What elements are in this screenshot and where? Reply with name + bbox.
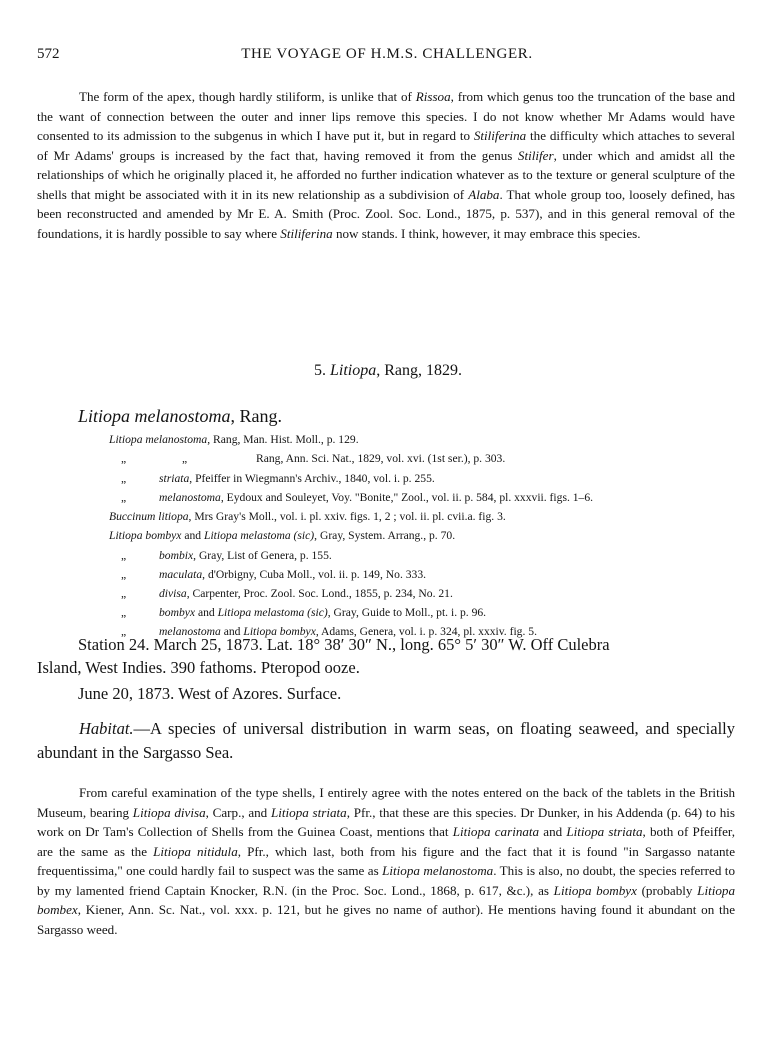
synonymy-line: Litiopa bombyx and Litiopa melastoma (sic), Gray, System. Arrang., p. 70. (109, 529, 456, 542)
page-number: 572 (37, 46, 60, 62)
synonymy-line: „ divisa, Carpenter, Proc. Zool. Soc. Lond., 1855, p. 234, No. 21. (121, 587, 453, 600)
paragraph-type-shells: From careful examination of the type shells, I entirely agree with the notes entered on the back of the tablets in the British Museum, bearing Litiopa divisa, Carp., and Litiopa striata, Pfr., that these are this species. Dr Dunker, in his Addenda (p. 64) to his work on Dr Tam's Collection of Shells from the Guinea Coast, mentions that Litiopa carinata and Litiopa striata, both of Pfeiffer, are the same as the Litiopa nitidula, Pfr., which last, both from his figure and the fact that it is found "in Sargasso natante frequentissima," one could hardly fail to suspect was the same as Litiopa melanostoma. This is also, no doubt, the species referred to by my lamented friend Captain Knocker, R.N. (in the Proc. Soc. Lond., 1868, p. 617, &c.), as Litiopa bombyx (probably Litiopa bombex, Kiener, Ann. Sc. Nat., vol. xxx. p. 121, but he gives no name of author). He mentions having found it abundant on the Sargasso weed. (37, 785, 735, 937)
synonymy-line: Buccinum litiopa, Mrs Gray's Moll., vol. i. pl. xxiv. figs. 1, 2 ; vol. ii. pl. cvii.a. fig. 3. (109, 510, 506, 523)
synonymy-line: „ bombyx and Litiopa melastoma (sic), Gray, Guide to Moll., pt. i. p. 96. (121, 606, 487, 619)
synonymy-line: „ bombix, Gray, List of Genera, p. 155. (121, 549, 332, 562)
station-line: June 20, 1873. West of Azores. Surface. (78, 684, 342, 703)
station-line: Island, West Indies. 390 fathoms. Pteropod ooze. (37, 658, 360, 677)
synonymy-line: „ striata, Pfeiffer in Wiegmann's Archiv., 1840, vol. i. p. 255. (121, 472, 435, 485)
synonymy-line: „ melanostoma, Eydoux and Souleyet, Voy. "Bonite," Zool., vol. ii. p. 584, pl. xxxvii. figs. 1–6. (121, 491, 594, 504)
synonymy-line: „ melanostoma and Litiopa bombyx, Adams, Genera, vol. i. p. 324, pl. xxxiv. fig. 5. (121, 625, 537, 638)
station-line: Station 24. March 25, 1873. Lat. 18° 38′ 30″ N., long. 65° 5′ 30″ W. Off Culebra (78, 635, 610, 654)
paragraph-apex-form: The form of the apex, though hardly stiliform, is unlike that of Rissoa, from which genus too the truncation of the base and the want of connection between the outer and inner lips remove this species. I do not know whether Mr Adams would have consented to its admission to the subgenus in which I have put it, but in regard to Stiliferina the difficulty which attaches to several of Mr Adams' groups is increased by the fact that, having removed it from the genus Stilifer, under which and amidst all the relationships of which he originally placed it, he afforded no further indication whatever as to the texture or general sculpture of the shells that might be associated with it in its new relationship as a subdivision of Alaba. That whole group too, loosely defined, has been reconstructed and amended by Mr E. A. Smith (Proc. Zool. Soc. Lond., 1875, p. 537), and in this general removal of the foundations, it is hardly possible to say where Stiliferina now stands. I think, however, it may embrace this species. (37, 89, 736, 241)
synonymy-line: „ „ Rang, Ann. Sci. Nat., 1829, vol. xvi. (1st ser.), p. 303. (121, 452, 506, 465)
synonymy-line: „ maculata, d'Orbigny, Cuba Moll., vol. ii. p. 149, No. 333. (121, 568, 427, 581)
page-header (37, 46, 737, 66)
species-heading: Litiopa melanostoma, Rang. (78, 406, 283, 426)
habitat-paragraph: Habitat.—A species of universal distribution in warm seas, on floating seaweed, and specially abundant in the Sargasso Sea. (37, 719, 735, 762)
running-title: THE VOYAGE OF H.M.S. CHALLENGER. (241, 46, 533, 62)
section-heading: 5. Litiopa, Rang, 1829. (313, 362, 462, 379)
synonymy-line: Litiopa melanostoma, Rang, Man. Hist. Moll., p. 129. (109, 433, 359, 446)
